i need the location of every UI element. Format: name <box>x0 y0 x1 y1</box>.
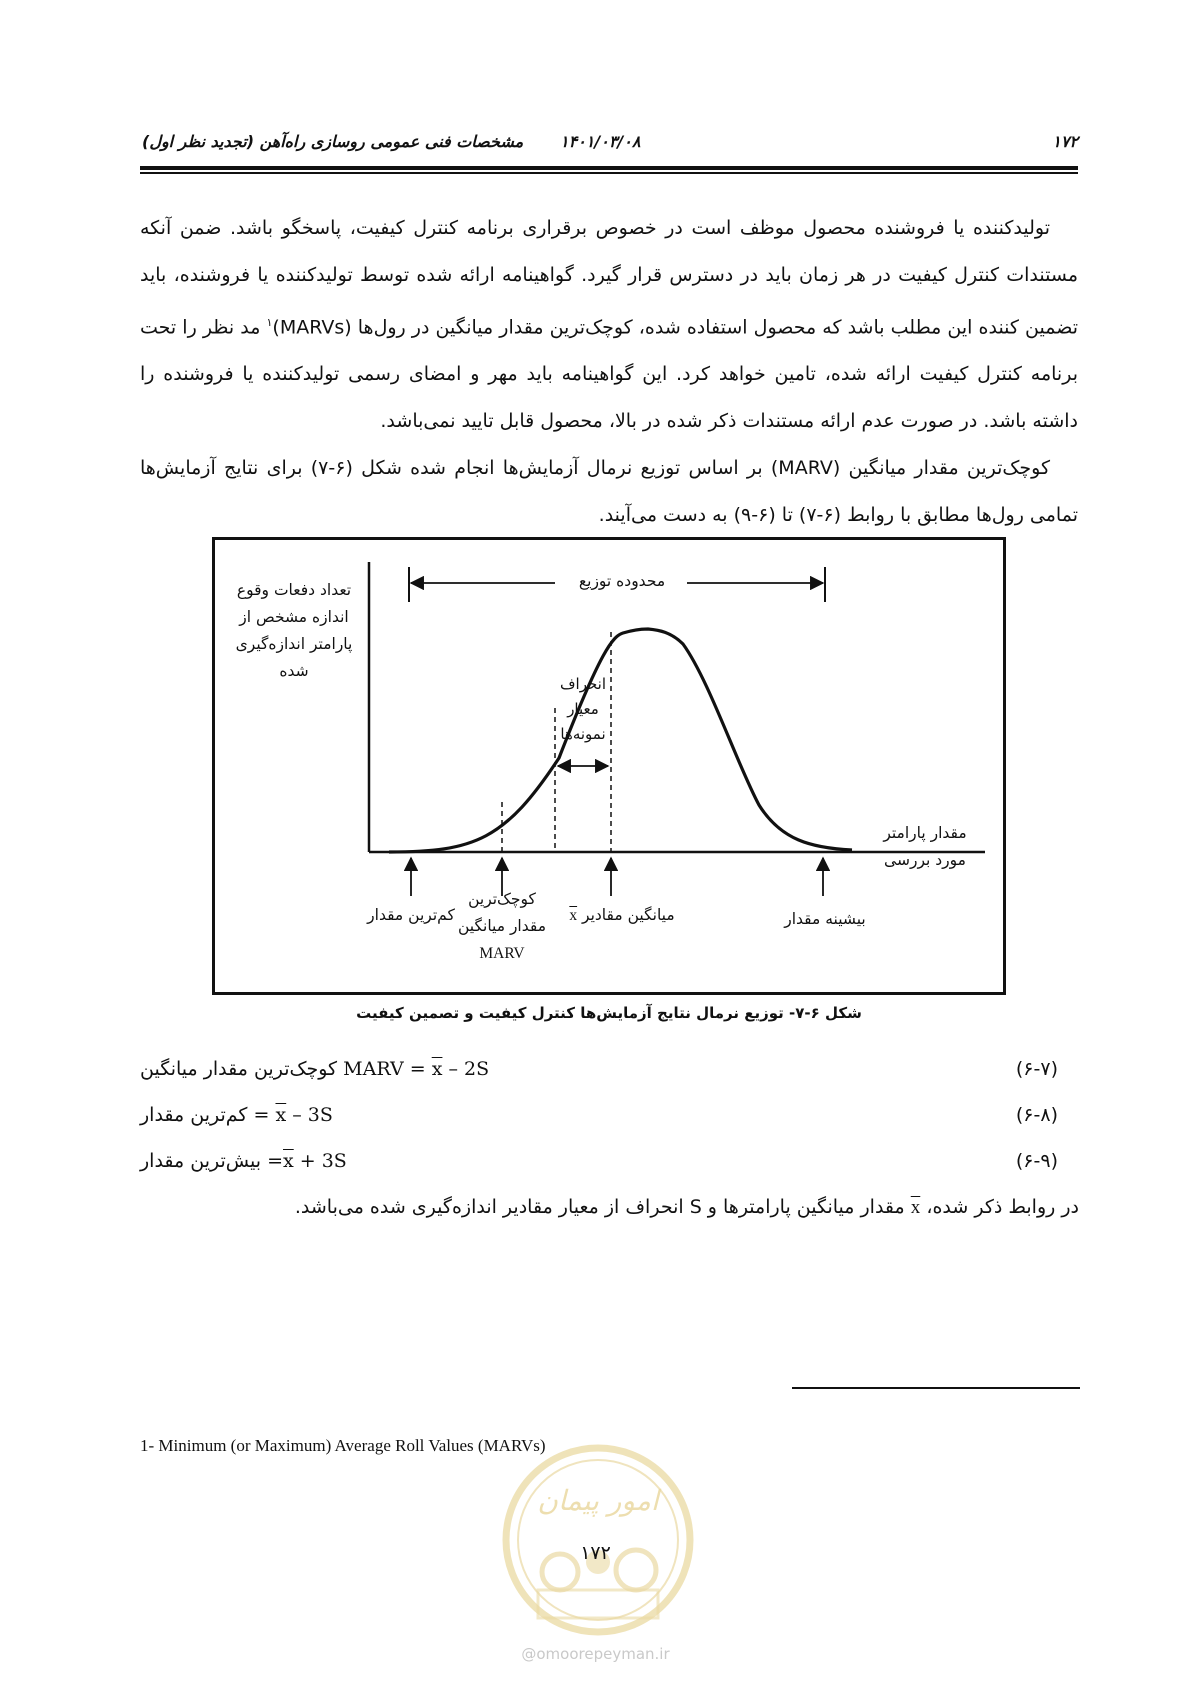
equation-number: (۶-۸) <box>1015 1104 1058 1126</box>
body-text <box>140 205 1078 539</box>
paragraph-1-text-cont: مد نظر را تحت برنامه کنترل کیفیت ارائه شده، تامین خواهد کرد. این گواهینامه باید مهر و امضای رسمی تولیدکننده یا فروشنده را داشته باشد. در صورت عدم ارائه مستندات ذکر شده در بالا، محصول قابل تایید نمی‌باشد. <box>140 316 1078 433</box>
y-axis-label-line: تعداد دفعات وقوع <box>236 581 352 599</box>
marv-label-line: MARV <box>479 945 525 962</box>
paragraph-2 <box>140 445 1078 539</box>
paragraph-1 <box>140 205 1078 445</box>
header-title: مشخصات فنی عمومی روسازی راه‌آهن (تجدید نظر اول) <box>142 132 524 151</box>
paragraph-2-text: کوچک‌ترین مقدار میانگین (MARV) بر اساس توزیع نرمال آزمایش‌ها انجام شده شکل (۶-۷) برای نتایج آزمایش‌ها تمامی رول‌ها مطابق با روابط (۶-۷) تا (۶-۹) به دست می‌آیند. <box>140 457 1078 527</box>
header-rule-thin <box>140 172 1078 174</box>
range-label: محدوده توزیع <box>578 572 666 590</box>
max-label: بیشینه مقدار <box>784 910 866 928</box>
figure-caption: شکل ۶-۷- توزیع نرمال نتایج آزمایش‌ها کنترل کیفیت و تصمین کیفیت <box>356 1004 862 1022</box>
marv-label-line: مقدار میانگین <box>457 917 547 935</box>
closing-text: مقدار میانگین پارامترها و S انحراف از معیار مقادیر اندازه‌گیری شده می‌باشد. <box>294 1196 905 1218</box>
y-axis-label <box>223 577 365 685</box>
footnote-separator <box>792 1387 1080 1389</box>
equation-label: کوچک‌ترین مقدار میانگین <box>140 1058 338 1080</box>
x-axis-label-line: مورد بررسی <box>884 851 966 869</box>
equation-row <box>140 1104 1058 1140</box>
x-axis-label <box>865 820 985 874</box>
equation-number: (۶-۷) <box>1015 1058 1058 1080</box>
bell-curve <box>389 629 852 852</box>
equation-content <box>140 1150 347 1172</box>
closing-sentence <box>295 1196 1079 1219</box>
y-axis-label-line: شده <box>279 662 309 680</box>
y-axis-label-line: پارامتر اندازه‌گیری <box>235 635 353 653</box>
std-label <box>555 672 611 747</box>
equation-content <box>140 1104 333 1126</box>
paragraph-1-text: تولیدکننده یا فروشنده محصول موظف است در خصوص برقراری برنامه کنترل کیفیت، پاسخگو باشد. ضمن آنکه مستندات کنترل کیفیت در هر زمان باید در دسترس قرار گیرد. گواهینامه ارائه شده توسط تولیدکننده یا فروشنده، باید تضمین کننده این مطلب باشد که محصول استفاده شده، کوچک‌ترین مقدار میانگین در رول‌ها (MARVs) <box>140 217 1078 339</box>
page-number-footer: ۱۷۲ <box>580 1542 611 1564</box>
equation-label: بیش‌ترین مقدار <box>140 1150 262 1172</box>
equation-label: کم‌ترین مقدار <box>140 1104 248 1126</box>
header-rule-thick <box>140 166 1078 170</box>
min-label: کم‌ترین مقدار <box>367 906 455 924</box>
closing-xbar: x <box>910 1197 921 1218</box>
mean-symbol: x <box>569 907 578 924</box>
y-axis-label-line: اندازه مشخص از <box>239 608 349 626</box>
header-page-number: ۱۷۲ <box>1052 132 1078 151</box>
std-label-line: معیار <box>567 700 599 718</box>
std-label-line: نمونه‌ها <box>560 725 606 743</box>
equation-number: (۶-۹) <box>1015 1150 1058 1172</box>
equation-content <box>140 1058 489 1080</box>
equation-row <box>140 1058 1058 1094</box>
footnote-text: 1- Minimum (or Maximum) Average Roll Values (MARVs) <box>140 1436 546 1455</box>
figure-normal-distribution <box>212 537 1006 995</box>
mean-label-text: میانگین مقادیر <box>582 906 675 924</box>
equation-math: = $\overline{x} - 3S$ <box>253 1104 333 1126</box>
equation-math: $=\overline{x} + 3S$ <box>267 1150 347 1172</box>
footnote-reference[interactable]: ۱ <box>266 316 273 329</box>
x-axis-label-line: مقدار پارامتر <box>883 824 967 842</box>
watermark-text: امور پیمان <box>537 1484 659 1517</box>
equation-math: MARV = $\overline{x} - 2S$ <box>343 1058 490 1080</box>
std-label-line: انحراف <box>559 675 607 693</box>
closing-text: در روابط ذکر شده، <box>926 1196 1079 1218</box>
header-date: ۱۴۰۱/۰۳/۰۸ <box>560 132 641 151</box>
watermark-url: @omoorepeyman.ir <box>521 1645 670 1663</box>
mean-label <box>547 902 697 929</box>
marv-label-line: کوچک‌ترین <box>468 890 536 908</box>
equation-row <box>140 1150 1058 1186</box>
